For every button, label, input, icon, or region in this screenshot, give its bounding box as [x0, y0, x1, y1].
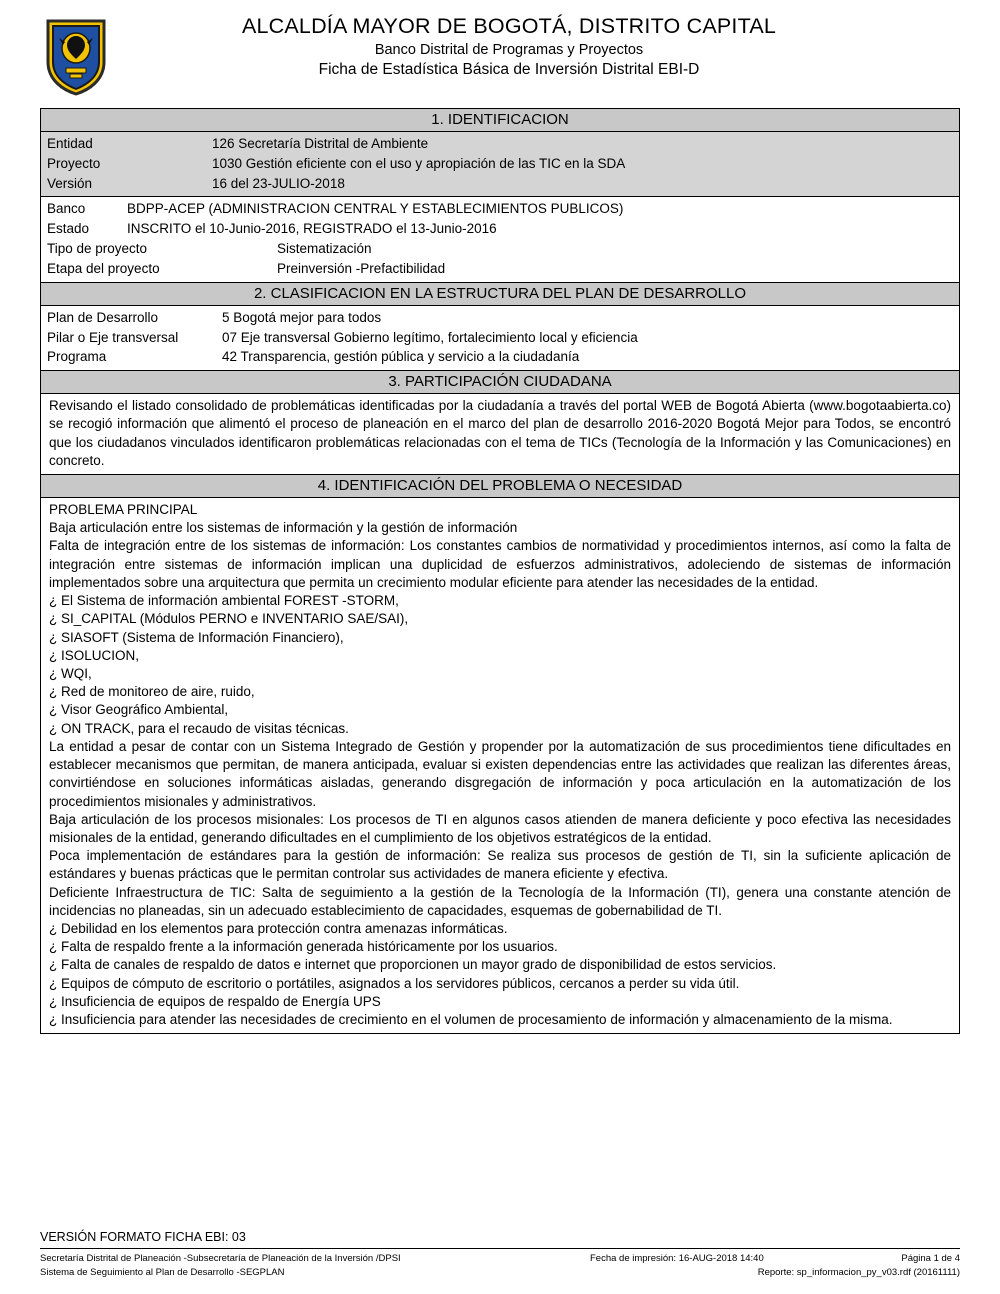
section-1-heading: 1. IDENTIFICACION — [41, 109, 959, 132]
field-tipo-proyecto-label: Tipo de proyecto — [47, 241, 148, 257]
problem-infrastructure: Deficiente Infraestructura de TIC: Salta de seguimiento a la gestión de la Tecnología de la Información (TI), genera una constante atención de incidencias no planeadas, sin un adecuado establecimiento de capacidades, esquemas de gobernabilidad de TI. — [49, 884, 951, 918]
footer-org-line-1: Secretaría Distrital de Planeación -Subsecretaría de Planeación de la Inversión /DPSI — [40, 1253, 401, 1265]
section-4-body — [41, 498, 959, 1034]
list-item: ¿ Visor Geográfico Ambiental, — [49, 701, 951, 719]
field-programa — [41, 347, 959, 367]
section-1-identity-block — [41, 132, 959, 197]
problem-standards: Poca implementación de estándares para la gestión de información: Se realiza sus procesos de gestión de TI, sin la suficiente aplicación de estándares y buenas prácticas que le permitan controlar sus actividades de manera eficiente y efectiva. — [49, 848, 951, 882]
format-version: VERSIÓN FORMATO FICHA EBI: 03 — [40, 1230, 246, 1245]
field-programa-label: Programa — [47, 349, 107, 365]
section-3-body — [41, 394, 959, 475]
list-item: ¿ Red de monitoreo de aire, ruido, — [49, 683, 951, 701]
field-proyecto-value: 1030 Gestión eficiente con el uso y apropiación de las TIC en la SDA — [212, 155, 626, 171]
field-programa-value: 42 Transparencia, gestión pública y servicio a la ciudadanía — [222, 349, 580, 365]
section-4-heading: 4. IDENTIFICACIÓN DEL PROBLEMA O NECESIDAD — [41, 475, 959, 498]
field-pilar-eje-label: Pilar o Eje transversal — [47, 329, 179, 345]
list-item: ¿ Falta de canales de respaldo de datos e internet que proporcionen un mayor grado de disponibilidad de estos servicios. — [49, 956, 951, 974]
list-item: ¿ ISOLUCION, — [49, 647, 951, 665]
list-item: ¿ Insuficiencia para atender las necesidades de crecimiento en el volumen de procesamiento de información y almacenamiento de la misma. — [49, 1011, 951, 1029]
list-item: ¿ Debilidad en los elementos para protección contra amenazas informáticas. — [49, 920, 951, 938]
coat-of-arms-icon — [40, 14, 112, 96]
section-3-heading: 3. PARTICIPACIÓN CIUDADANA — [41, 371, 959, 394]
list-item: ¿ Equipos de cómputo de escritorio o portátiles, asignados a los servidores públicos, cercanos a perder su vida útil. — [49, 975, 951, 993]
problem-main-label: PROBLEMA PRINCIPAL — [49, 502, 198, 517]
section-2-heading: 2. CLASIFICACION EN LA ESTRUCTURA DEL PLAN DE DESARROLLO — [41, 283, 959, 306]
print-date: Fecha de impresión: 16-AUG-2018 14:40 — [590, 1253, 764, 1265]
list-item: ¿ SI_CAPITAL (Módulos PERNO e INVENTARIO SAE/SAI), — [49, 610, 951, 628]
list-item: ¿ SIASOFT (Sistema de Información Financiero), — [49, 629, 951, 647]
problem-integration: Falta de integración entre de los sistemas de información: Los constantes cambios de normatividad y procedimientos internos, así como la falta de integración entre sistemas de información implican una duplicidad de esfuerzos administrativos, adoleciendo de sistemas de información implementados sobre una arquitectura que permita un crecimiento modular eficiente para atender las necesidades de la entidad. — [49, 538, 951, 590]
field-etapa-proyecto-value: Preinversión -Prefactibilidad — [277, 260, 446, 276]
list-item: ¿ El Sistema de información ambiental FOREST -STORM, — [49, 592, 951, 610]
field-banco-value: BDPP-ACEP (ADMINISTRACION CENTRAL Y ESTABLECIMIENTOS PUBLICOS) — [127, 201, 624, 217]
field-entidad-label: Entidad — [47, 136, 93, 151]
ebi-form-table — [40, 108, 960, 1034]
section-2-block — [41, 306, 959, 371]
header-subtitle-2: Ficha de Estadística Básica de Inversión Distrital EBI-D — [318, 60, 700, 78]
field-version — [41, 174, 959, 194]
field-tipo-proyecto — [41, 239, 959, 259]
field-estado — [41, 219, 959, 239]
field-banco-label: Banco — [47, 201, 86, 217]
field-entidad-value: 126 Secretaría Distrital de Ambiente — [212, 136, 429, 151]
field-version-value: 16 del 23-JULIO-2018 — [212, 175, 345, 191]
report-id: Reporte: sp_informacion_py_v03.rdf (20161111) — [757, 1267, 960, 1279]
section-1-bank-block — [41, 197, 959, 282]
list-item: ¿ Falta de respaldo frente a la información generada históricamente por los usuarios. — [49, 938, 951, 956]
footer-org-line-2: Sistema de Seguimiento al Plan de Desarrollo -SEGPLAN — [40, 1267, 285, 1279]
list-item: ¿ ON TRACK, para el recaudo de visitas técnicas. — [49, 720, 951, 738]
field-plan-desarrollo-label: Plan de Desarrollo — [47, 309, 159, 325]
field-pilar-eje-value: 07 Eje transversal Gobierno legítimo, fortalecimiento local y eficiencia — [222, 329, 638, 345]
problem-management-system: La entidad a pesar de contar con un Sistema Integrado de Gestión y propender por la automatización de sus procedimientos tiene dificultades en establecer mecanismos que permitan, de manera anticipada, evaluar si existen dependencias entre las actividades que realizan las diferentes áreas, convirtiéndose en soluciones informáticas aisladas, generando disgregación de información y poca articulación en la automatización de los procedimientos misionales y administrativos. — [49, 738, 951, 809]
field-estado-label: Estado — [47, 221, 90, 237]
field-plan-desarrollo — [41, 308, 959, 328]
field-etapa-proyecto-label: Etapa del proyecto — [47, 260, 160, 276]
problem-mission-processes: Baja articulación de los procesos misionales: Los procesos de TI en algunos casos atienden de manera deficiente y poco efectiva las necesidades misionales de la entidad, generando dificultades en el cumplimiento de los objetivos estratégicos de la entidad. — [49, 811, 951, 845]
section-3-paragraph: Revisando el listado consolidado de problemáticas identificadas por la ciudadanía a través del portal WEB de Bogotá Abierta (www.bogotaabierta.co) se recogió información que alimentó el proceso de planeación en el marco del plan de desarrollo 2016-2020 Bogotá Mejor para Todos, se encontró que los ciudadanos vinculados identificaron problemáticas relacionadas con el tema de TICs (Tecnología de la Información y las Comunicaciones) en concreto. — [49, 398, 951, 468]
page-title: ALCALDÍA MAYOR DE BOGOTÁ, DISTRITO CAPITAL — [241, 14, 777, 38]
field-version-label: Versión — [47, 175, 93, 191]
field-proyecto — [41, 154, 959, 174]
field-entidad — [41, 134, 959, 154]
field-tipo-proyecto-value: Sistematización — [277, 241, 372, 257]
field-etapa-proyecto — [41, 259, 959, 279]
field-estado-value: INSCRITO el 10-Junio-2016, REGISTRADO el 13-Junio-2016 — [127, 221, 497, 237]
document-header — [0, 0, 1000, 102]
problem-summary: Baja articulación entre los sistemas de información y la gestión de información — [49, 520, 518, 536]
field-plan-desarrollo-value: 5 Bogotá mejor para todos — [222, 309, 382, 325]
field-banco — [41, 199, 959, 219]
field-pilar-eje — [41, 328, 959, 348]
footer-divider — [40, 1248, 960, 1249]
document-footer — [40, 1230, 960, 1280]
page-number: Página 1 de 4 — [901, 1253, 960, 1265]
header-subtitle-1: Banco Distrital de Programas y Proyectos — [374, 41, 644, 58]
field-proyecto-label: Proyecto — [47, 155, 101, 171]
list-item: ¿ WQI, — [49, 665, 951, 683]
list-item: ¿ Insuficiencia de equipos de respaldo de Energía UPS — [49, 993, 951, 1011]
